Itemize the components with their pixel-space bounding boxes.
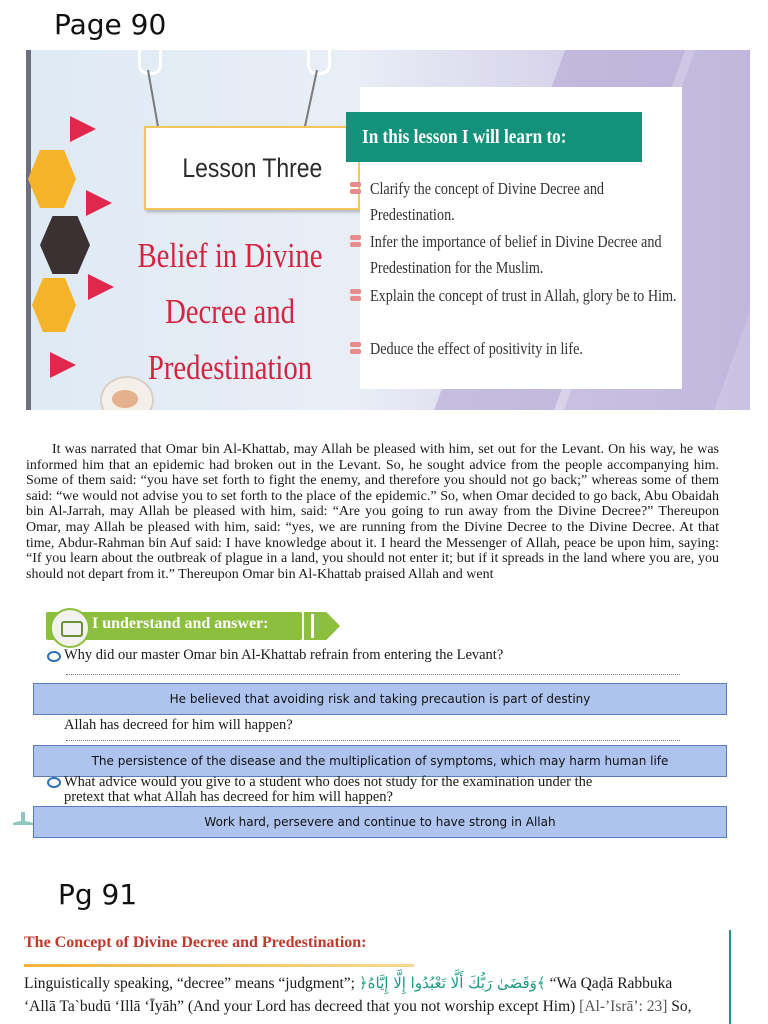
outcome-text: Explain the concept of trust in Allah, glory be to Him. [370, 286, 677, 305]
lesson-sign [144, 126, 360, 210]
body-line-2 [24, 998, 692, 1016]
body-line-1 [24, 974, 672, 993]
bullet-icon [350, 235, 361, 248]
page-label-91: Pg 91 [58, 878, 138, 911]
question-3-line-2: pretext that what Allah has decreed for him will happen? [64, 789, 393, 805]
body-text: So, [671, 998, 692, 1015]
arrow-shape [70, 116, 96, 142]
arrow-shape [86, 190, 112, 216]
answer-box-1[interactable]: He believed that avoiding risk and taking precaution is part of destiny [33, 683, 727, 715]
bullet-icon [350, 182, 361, 195]
outcome-item [370, 283, 690, 309]
hook-icon [307, 50, 331, 75]
outcome-text: Infer the importance of belief in Divine Decree and Predestination for the Muslim. [370, 232, 662, 277]
section-title: The Concept of Divine Decree and Predestination: [24, 934, 367, 951]
arrow-shape [88, 274, 114, 300]
hexagon-shape [28, 150, 76, 208]
outcomes-heading [346, 112, 642, 162]
teacher-avatar-face [112, 390, 138, 408]
answer-box-2[interactable]: The persistence of the disease and the multiplication of symptoms, which may harm human life [33, 745, 727, 777]
question-2: Allah has decreed for him will happen? [64, 717, 293, 733]
hexagon-shape [40, 216, 90, 274]
outcome-text: Clarify the concept of Divine Decree and Predestination. [370, 179, 605, 224]
lesson-number: Lesson Three [182, 152, 322, 183]
hook-icon [138, 50, 162, 75]
lesson-title-line: Predestination [147, 348, 313, 387]
question-bullet-icon [47, 777, 61, 788]
bullet-icon [350, 289, 361, 302]
sign-string [147, 70, 159, 129]
lesson-title [114, 228, 346, 396]
lesson-title-line: Decree and [165, 292, 295, 331]
banner-edge [26, 50, 31, 410]
verse-reference: [Al-’Isrā’: 23] [579, 998, 668, 1015]
arrow-icon [304, 612, 340, 640]
quran-verse: ﴿وَقَضَىٰ رَبُّكَ أَلَّا تَعْبُدُوا إِلَّا إِيَّاهُ﴾ [358, 974, 546, 992]
arrow-shape [50, 352, 76, 378]
sign-string [304, 70, 318, 129]
hexagon-shape [32, 278, 76, 332]
exercise-title: I understand and answer: [92, 615, 269, 632]
page-label-90: Page 90 [54, 8, 167, 41]
title-underline [24, 964, 414, 967]
outcome-item [370, 176, 690, 228]
question-bullet-icon [47, 651, 61, 662]
question-1: Why did our master Omar bin Al-Khattab refrain from entering the Levant? [64, 647, 504, 663]
outcomes-heading-text: In this lesson I will learn to: [362, 125, 567, 148]
body-text: “Wa Qaḍā Rabbuka [549, 975, 673, 992]
pen-icon [12, 810, 34, 826]
body-text: Linguistically speaking, “decree” means “judgment”; [24, 975, 355, 992]
answer-line [66, 674, 680, 675]
body-text: ‘Allā Ta`budū ‘Illā ‘Īyāh” (And your Lord has decreed that you not worship except Him) [24, 998, 576, 1015]
margin-bar [729, 930, 731, 1024]
lesson-banner [26, 50, 750, 410]
lesson-title-line: Belief in Divine [137, 236, 323, 275]
outcome-item [370, 336, 690, 362]
narrative-paragraph: It was narrated that Omar bin Al-Khattab, may Allah be pleased with him, set out for the Levant. On his way, he was informed him that an epidemic had broken out in the Levant. So, he sought advice from the people accompanying him. Some of them said: “you have set forth to fight the enemy, and therefore you should not go back;” whereas some of them said: “we would not advise you to set forth to the place of the epidemic.” So, when Omar decided to go back, Abu Obaidah bin Al-Jarrah, may Allah be pleased with him, said: “Are you going to run away from the Divine Decree?” Thereupon Omar, may Allah be pleased with him, said: “yes, we are running from the Divine Decree to the Divine Decree. At that time, Abdur-Rahman bin Auf said: I have knowledge about it. I heard the Messenger of Allah, peace be upon him, saying: “If you learn about the outbreak of plague in a land, you should not enter it; but if it spreads in the land where you are, you should not depart from it.” Thereupon Omar bin Al-Khattab praised Allah and went [26, 442, 719, 582]
answer-line [66, 740, 680, 741]
bullet-icon [350, 342, 361, 355]
arrow-divider [311, 614, 314, 638]
book-icon [50, 608, 90, 648]
question-3-line-1: What advice would you give to a student who does not study for the examination under the [64, 774, 593, 790]
outcome-text: Deduce the effect of positivity in life. [370, 339, 583, 358]
answer-box-3[interactable]: Work hard, persevere and continue to have strong in Allah [33, 806, 727, 838]
outcome-item [370, 229, 690, 281]
